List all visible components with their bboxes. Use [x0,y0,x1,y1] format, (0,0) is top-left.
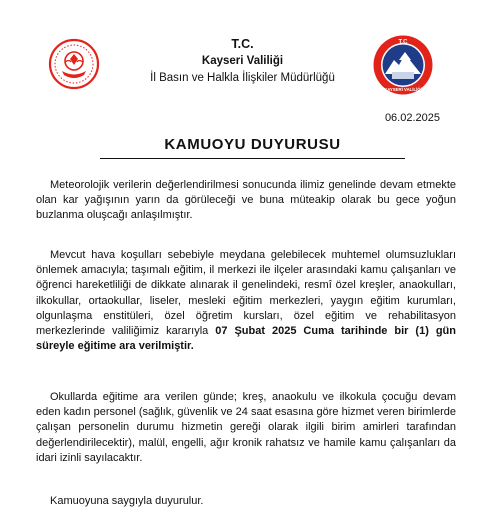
document-title: KAMUOYU DUYURUSU [164,136,341,153]
paragraph-1 [36,178,456,224]
document-date: 06.02.2025 [384,112,440,124]
ministry-emblem-icon [48,38,100,90]
letterhead [110,36,375,87]
kayseri-valiligi-seal-icon [372,34,434,96]
paragraph-3 [36,390,456,466]
header-dept: İl Basın ve Halkla İlişkiler Müdürlüğü [150,72,335,84]
seal-text-bottom: KAYSERİ VALİLİĞİ [384,87,422,92]
closing-line [36,494,456,509]
paragraph-3-text: Okullarda eğitime ara verilen günde; kreş, anaokulu ve ilkokula çocuğu devam eden kadın personel (sağlık, güvenlik ve 24 saat esasına göre hizmet veren birimlerde çalışan personelin durumu hizmetin gereği olarak ilgili birim amirleri tarafından değerlendirilecektir), malül, engelli, ağır kronik rahatsız ve hamile kamu çalışanları da idari izinli sayılacaktır. [36,391,456,464]
header-tc: T.C. [231,37,254,51]
paragraph-2-emphasis: 07 Şubat 2025 Cuma tarihinde bir (1) gün süreyle eğitime ara verilmiştir. [36,325,456,353]
paragraph-1-text: Meteorolojik verilerin değerlendirilmesi sonucunda ilimiz genelinde devam etmekte olan kar yağışının yarın da görüleceği ve buna müteakip olarak bu gece yoğun buzlanma oluşcağı anlaşılmıştır. [36,179,456,222]
paragraph-2 [36,248,456,354]
header-org: Kayseri Valiliği [201,55,284,67]
title-underline [100,158,405,159]
seal-text-top: T.C [398,39,408,46]
paragraph-2-text: Mevcut hava koşulları sebebiyle meydana gelebilecek muhtemel olumsuzlukları önlemek amacıyla; taşımalı eğitim, il merkezi ile ilçeler arasındaki kamu çalışanları ve öğrenci hareketliliği de dikkate alınarak il genelindeki, resmî özel kreşler, anaokulları, ilkokullar, ortaokullar, liseler, mesleki eğitim merkezleri, yaygın eğitim kurumları, olgunlaşma enstitüleri, özel öğretim kursları, özel eğitim ve rehabilitasyon merkezlerinde valiliğimiz kararıyla [36,249,456,338]
closing-line-text: Kamuoyuna saygıyla duyurulur. [50,495,204,507]
